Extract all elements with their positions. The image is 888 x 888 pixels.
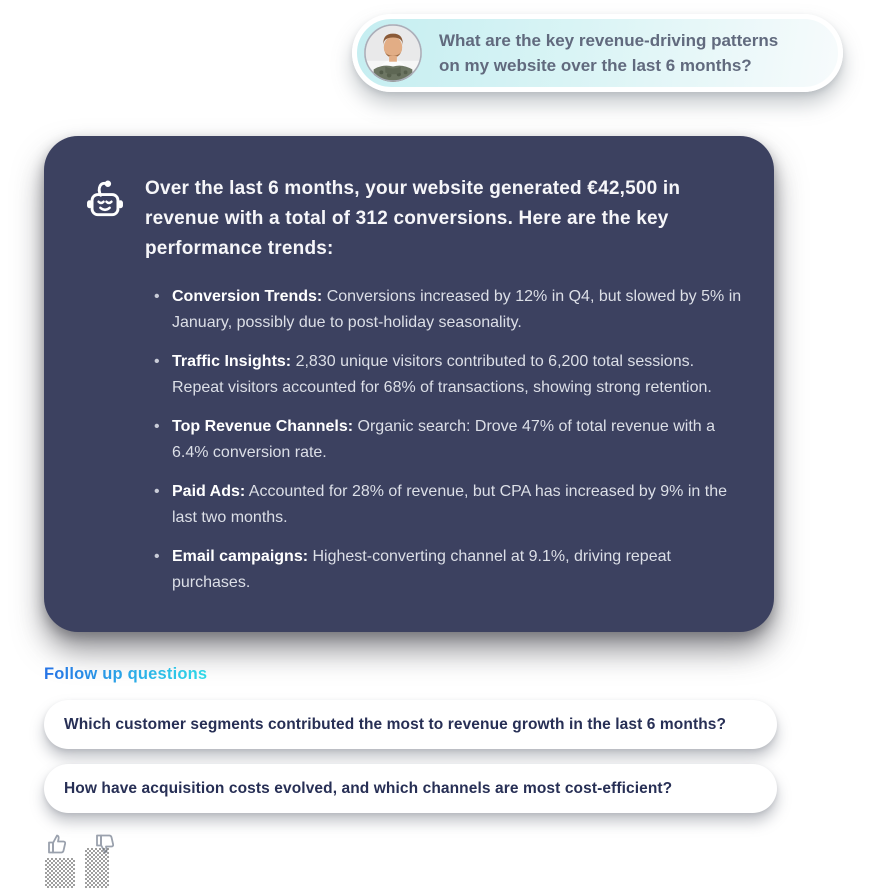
bullet-marker [154, 349, 172, 401]
followup-question-text: How have acquisition costs evolved, and which channels are most cost-efficient? [64, 779, 673, 797]
followup-question-text: Which customer segments contributed the most to revenue growth in the last 6 months? [64, 715, 727, 733]
bullet-email-campaigns: • Email campaigns: Highest-converting channel at 9.1%, driving repeat purchases. [154, 544, 744, 596]
user-message-bubble [352, 14, 843, 92]
robot-icon [82, 178, 128, 224]
bot-message-bubble [44, 136, 774, 632]
bullet-traffic-insights: • Traffic Insights: 2,830 unique visitors contributed to 6,200 total sessions. Repeat visitors accounted for 68% of transactions, showing strong retention. [154, 349, 744, 401]
bullet-marker [154, 479, 172, 531]
user-message-text: What are the key revenue-driving patterns on my website over the last 6 months? [439, 31, 779, 75]
followup-heading: Follow up questions [44, 665, 208, 683]
shadow-noise-artifact [45, 858, 75, 888]
shadow-noise-artifact [85, 848, 109, 888]
followup-question-acquisition-costs[interactable] [44, 764, 777, 813]
bot-intro-text: Over the last 6 months, your website generated €42,500 in revenue with a total of 312 conversions. Here are the key performance trends: [145, 178, 681, 259]
followup-question-segments[interactable] [44, 700, 777, 749]
bullet-top-revenue-channels: • Top Revenue Channels: Organic search: Drove 47% of total revenue with a 6.4% conversion rate. [154, 414, 744, 466]
bullet-marker [154, 414, 172, 466]
user-avatar-illustration [364, 24, 422, 82]
bullet-paid-ads: • Paid Ads: Accounted for 28% of revenue, but CPA has increased by 9% in the last two months. [154, 479, 744, 531]
bot-bullet-list [154, 284, 744, 609]
user-avatar [364, 24, 422, 82]
bullet-marker [154, 544, 172, 596]
thumbs-up-icon[interactable] [46, 832, 70, 856]
bullet-marker [154, 284, 172, 336]
bullet-conversion-trends: • Conversion Trends: Conversions increased by 12% in Q4, but slowed by 5% in January, possibly due to post-holiday seasonality. [154, 284, 744, 336]
